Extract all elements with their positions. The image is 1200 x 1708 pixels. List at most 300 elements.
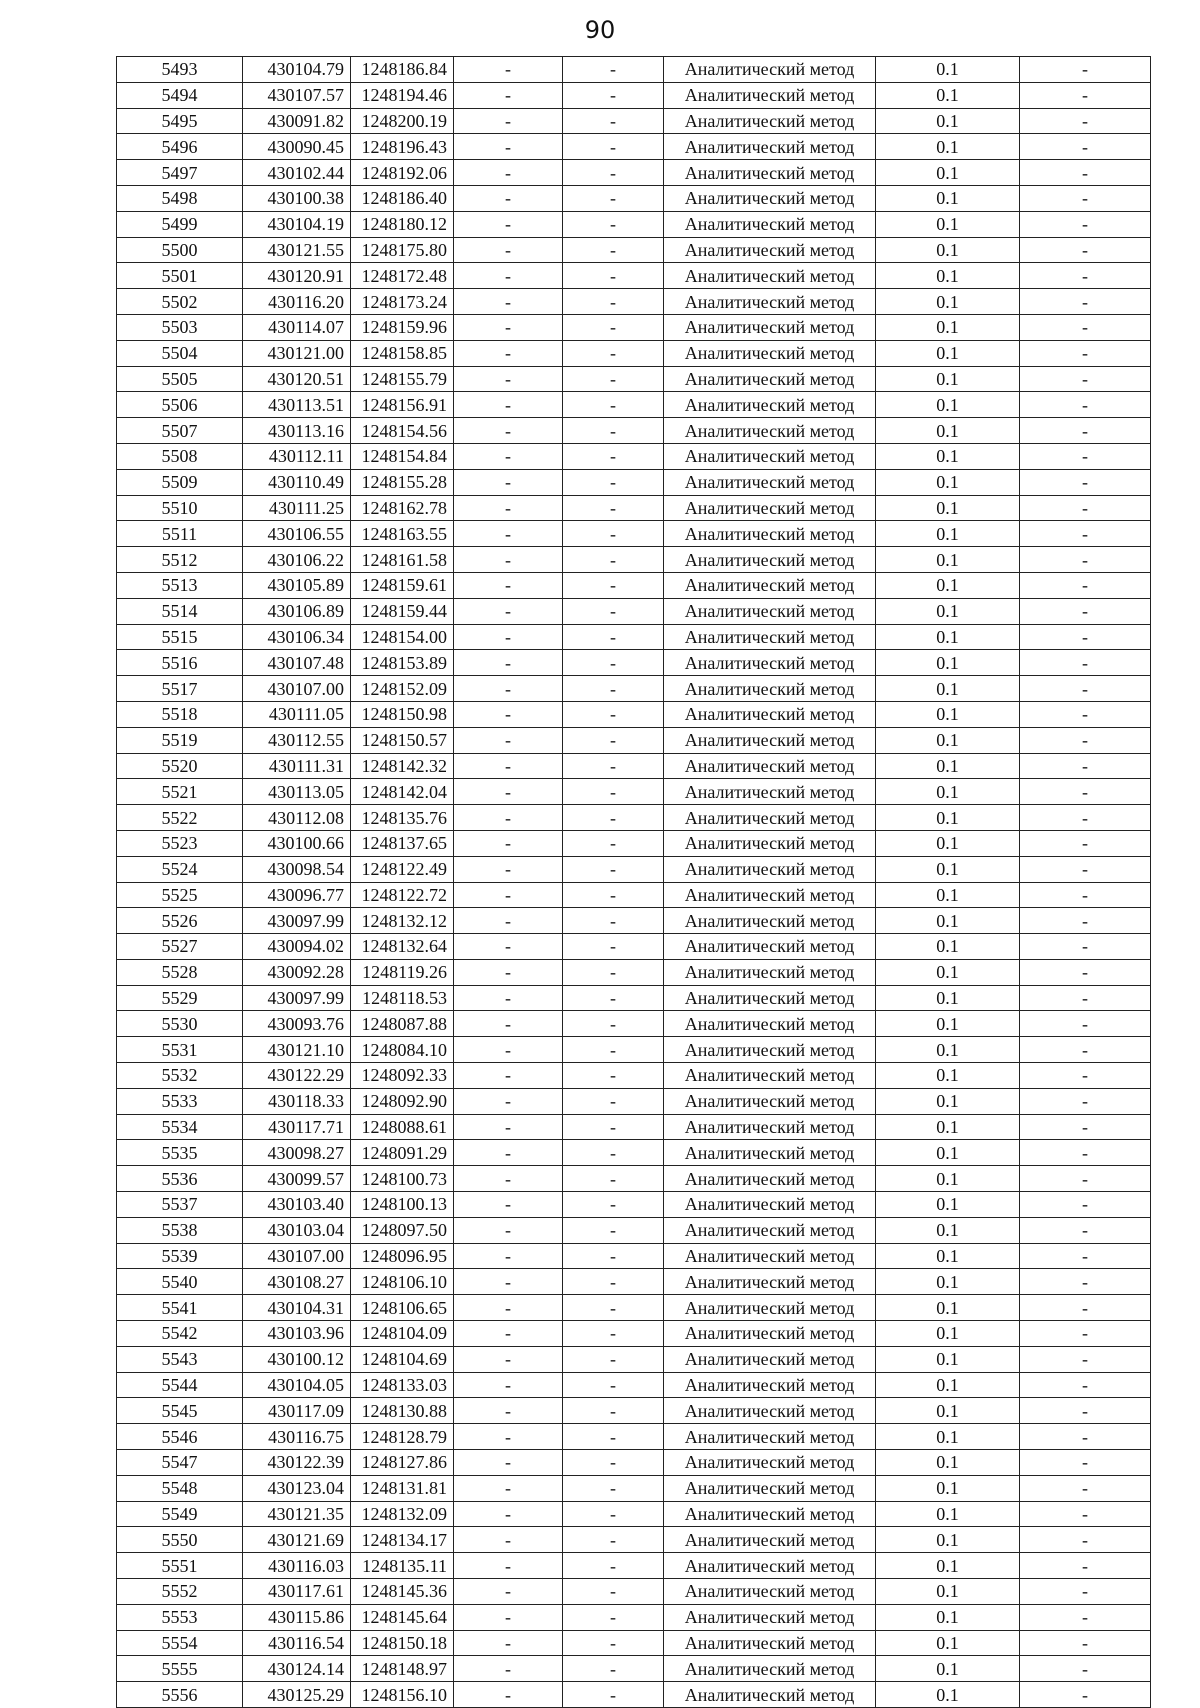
x-coordinate-cell: 430118.33 (243, 1088, 351, 1114)
x-coordinate-cell: 430111.05 (243, 701, 351, 727)
value-dash-cell-1: - (454, 263, 563, 289)
value-dash-cell-3: - (1020, 1553, 1151, 1579)
y-coordinate-cell: 1248175.80 (351, 237, 454, 263)
table-row (117, 1398, 1151, 1424)
table-row (117, 1579, 1151, 1605)
value-dash-cell-3: - (1020, 1321, 1151, 1347)
precision-cell: 0.1 (876, 572, 1020, 598)
value-dash-cell-2: - (563, 959, 664, 985)
value-dash-cell-2: - (563, 1424, 664, 1450)
value-dash-cell-3: - (1020, 263, 1151, 289)
x-coordinate-cell: 430125.29 (243, 1682, 351, 1708)
method-cell: Аналитический метод (664, 1321, 876, 1347)
method-cell: Аналитический метод (664, 185, 876, 211)
value-dash-cell-1: - (454, 882, 563, 908)
y-coordinate-cell: 1248150.18 (351, 1630, 454, 1656)
method-cell: Аналитический метод (664, 211, 876, 237)
value-dash-cell-2: - (563, 443, 664, 469)
y-coordinate-cell: 1248154.56 (351, 418, 454, 444)
value-dash-cell-3: - (1020, 1037, 1151, 1063)
precision-cell: 0.1 (876, 1243, 1020, 1269)
value-dash-cell-2: - (563, 1243, 664, 1269)
value-dash-cell-1: - (454, 572, 563, 598)
method-cell: Аналитический метод (664, 443, 876, 469)
y-coordinate-cell: 1248172.48 (351, 263, 454, 289)
point-number-cell: 5517 (117, 676, 243, 702)
value-dash-cell-1: - (454, 830, 563, 856)
value-dash-cell-3: - (1020, 211, 1151, 237)
value-dash-cell-1: - (454, 160, 563, 186)
point-number-cell: 5536 (117, 1166, 243, 1192)
y-coordinate-cell: 1248150.98 (351, 701, 454, 727)
x-coordinate-cell: 430117.09 (243, 1398, 351, 1424)
value-dash-cell-1: - (454, 392, 563, 418)
method-cell: Аналитический метод (664, 495, 876, 521)
point-number-cell: 5550 (117, 1527, 243, 1553)
method-cell: Аналитический метод (664, 1450, 876, 1476)
y-coordinate-cell: 1248133.03 (351, 1372, 454, 1398)
point-number-cell: 5545 (117, 1398, 243, 1424)
value-dash-cell-1: - (454, 521, 563, 547)
precision-cell: 0.1 (876, 805, 1020, 831)
y-coordinate-cell: 1248150.57 (351, 727, 454, 753)
x-coordinate-cell: 430107.00 (243, 676, 351, 702)
precision-cell: 0.1 (876, 1011, 1020, 1037)
precision-cell: 0.1 (876, 1166, 1020, 1192)
x-coordinate-cell: 430107.00 (243, 1243, 351, 1269)
value-dash-cell-2: - (563, 82, 664, 108)
table-row (117, 1424, 1151, 1450)
precision-cell: 0.1 (876, 547, 1020, 573)
x-coordinate-cell: 430105.89 (243, 572, 351, 598)
x-coordinate-cell: 430100.66 (243, 830, 351, 856)
value-dash-cell-2: - (563, 1011, 664, 1037)
value-dash-cell-2: - (563, 598, 664, 624)
value-dash-cell-3: - (1020, 418, 1151, 444)
x-coordinate-cell: 430106.22 (243, 547, 351, 573)
x-coordinate-cell: 430122.29 (243, 1063, 351, 1089)
value-dash-cell-1: - (454, 237, 563, 263)
value-dash-cell-2: - (563, 1630, 664, 1656)
y-coordinate-cell: 1248130.88 (351, 1398, 454, 1424)
x-coordinate-cell: 430106.89 (243, 598, 351, 624)
y-coordinate-cell: 1248156.10 (351, 1682, 454, 1708)
x-coordinate-cell: 430094.02 (243, 934, 351, 960)
value-dash-cell-2: - (563, 521, 664, 547)
x-coordinate-cell: 430121.35 (243, 1501, 351, 1527)
value-dash-cell-2: - (563, 1579, 664, 1605)
point-number-cell: 5514 (117, 598, 243, 624)
precision-cell: 0.1 (876, 1579, 1020, 1605)
value-dash-cell-2: - (563, 237, 664, 263)
table-row (117, 211, 1151, 237)
point-number-cell: 5508 (117, 443, 243, 469)
precision-cell: 0.1 (876, 1114, 1020, 1140)
x-coordinate-cell: 430110.49 (243, 469, 351, 495)
table-row (117, 314, 1151, 340)
y-coordinate-cell: 1248154.00 (351, 624, 454, 650)
value-dash-cell-2: - (563, 469, 664, 495)
x-coordinate-cell: 430104.31 (243, 1295, 351, 1321)
x-coordinate-cell: 430113.51 (243, 392, 351, 418)
value-dash-cell-1: - (454, 1630, 563, 1656)
y-coordinate-cell: 1248163.55 (351, 521, 454, 547)
value-dash-cell-3: - (1020, 1656, 1151, 1682)
table-row (117, 108, 1151, 134)
value-dash-cell-3: - (1020, 469, 1151, 495)
method-cell: Аналитический метод (664, 1243, 876, 1269)
value-dash-cell-2: - (563, 830, 664, 856)
x-coordinate-cell: 430113.16 (243, 418, 351, 444)
value-dash-cell-3: - (1020, 908, 1151, 934)
y-coordinate-cell: 1248132.12 (351, 908, 454, 934)
y-coordinate-cell: 1248156.91 (351, 392, 454, 418)
precision-cell: 0.1 (876, 366, 1020, 392)
value-dash-cell-3: - (1020, 1398, 1151, 1424)
value-dash-cell-3: - (1020, 624, 1151, 650)
method-cell: Аналитический метод (664, 934, 876, 960)
value-dash-cell-2: - (563, 366, 664, 392)
point-number-cell: 5526 (117, 908, 243, 934)
y-coordinate-cell: 1248153.89 (351, 650, 454, 676)
value-dash-cell-2: - (563, 1475, 664, 1501)
method-cell: Аналитический метод (664, 1269, 876, 1295)
y-coordinate-cell: 1248104.69 (351, 1346, 454, 1372)
value-dash-cell-1: - (454, 1011, 563, 1037)
value-dash-cell-1: - (454, 1682, 563, 1708)
precision-cell: 0.1 (876, 1063, 1020, 1089)
table-row (117, 805, 1151, 831)
value-dash-cell-2: - (563, 1114, 664, 1140)
method-cell: Аналитический метод (664, 753, 876, 779)
point-number-cell: 5543 (117, 1346, 243, 1372)
precision-cell: 0.1 (876, 1527, 1020, 1553)
y-coordinate-cell: 1248084.10 (351, 1037, 454, 1063)
table-row (117, 882, 1151, 908)
value-dash-cell-3: - (1020, 1450, 1151, 1476)
precision-cell: 0.1 (876, 418, 1020, 444)
y-coordinate-cell: 1248196.43 (351, 134, 454, 160)
precision-cell: 0.1 (876, 1424, 1020, 1450)
value-dash-cell-2: - (563, 289, 664, 315)
point-number-cell: 5501 (117, 263, 243, 289)
value-dash-cell-1: - (454, 1063, 563, 1089)
value-dash-cell-2: - (563, 624, 664, 650)
method-cell: Аналитический метод (664, 108, 876, 134)
value-dash-cell-2: - (563, 1527, 664, 1553)
y-coordinate-cell: 1248159.44 (351, 598, 454, 624)
y-coordinate-cell: 1248158.85 (351, 340, 454, 366)
value-dash-cell-2: - (563, 1217, 664, 1243)
value-dash-cell-2: - (563, 1398, 664, 1424)
precision-cell: 0.1 (876, 1321, 1020, 1347)
table-row (117, 908, 1151, 934)
precision-cell: 0.1 (876, 727, 1020, 753)
value-dash-cell-1: - (454, 1295, 563, 1321)
method-cell: Аналитический метод (664, 805, 876, 831)
point-number-cell: 5541 (117, 1295, 243, 1321)
table-row (117, 1501, 1151, 1527)
x-coordinate-cell: 430111.25 (243, 495, 351, 521)
method-cell: Аналитический метод (664, 1475, 876, 1501)
value-dash-cell-3: - (1020, 392, 1151, 418)
method-cell: Аналитический метод (664, 82, 876, 108)
value-dash-cell-2: - (563, 676, 664, 702)
method-cell: Аналитический метод (664, 959, 876, 985)
method-cell: Аналитический метод (664, 392, 876, 418)
x-coordinate-cell: 430120.91 (243, 263, 351, 289)
precision-cell: 0.1 (876, 1682, 1020, 1708)
value-dash-cell-3: - (1020, 1166, 1151, 1192)
y-coordinate-cell: 1248159.61 (351, 572, 454, 598)
method-cell: Аналитический метод (664, 1346, 876, 1372)
point-number-cell: 5504 (117, 340, 243, 366)
table-body (117, 57, 1151, 1708)
method-cell: Аналитический метод (664, 1037, 876, 1063)
table-row (117, 1295, 1151, 1321)
y-coordinate-cell: 1248096.95 (351, 1243, 454, 1269)
precision-cell: 0.1 (876, 1037, 1020, 1063)
x-coordinate-cell: 430096.77 (243, 882, 351, 908)
value-dash-cell-3: - (1020, 1346, 1151, 1372)
point-number-cell: 5534 (117, 1114, 243, 1140)
precision-cell: 0.1 (876, 934, 1020, 960)
precision-cell: 0.1 (876, 495, 1020, 521)
point-number-cell: 5540 (117, 1269, 243, 1295)
table-row (117, 1243, 1151, 1269)
x-coordinate-cell: 430114.07 (243, 314, 351, 340)
value-dash-cell-1: - (454, 1579, 563, 1605)
table-row (117, 624, 1151, 650)
value-dash-cell-2: - (563, 1088, 664, 1114)
precision-cell: 0.1 (876, 856, 1020, 882)
value-dash-cell-1: - (454, 1166, 563, 1192)
y-coordinate-cell: 1248135.76 (351, 805, 454, 831)
value-dash-cell-3: - (1020, 830, 1151, 856)
precision-cell: 0.1 (876, 598, 1020, 624)
value-dash-cell-1: - (454, 547, 563, 573)
x-coordinate-cell: 430108.27 (243, 1269, 351, 1295)
value-dash-cell-3: - (1020, 443, 1151, 469)
value-dash-cell-1: - (454, 1269, 563, 1295)
y-coordinate-cell: 1248097.50 (351, 1217, 454, 1243)
value-dash-cell-3: - (1020, 1295, 1151, 1321)
precision-cell: 0.1 (876, 82, 1020, 108)
value-dash-cell-2: - (563, 1501, 664, 1527)
value-dash-cell-2: - (563, 108, 664, 134)
y-coordinate-cell: 1248104.09 (351, 1321, 454, 1347)
precision-cell: 0.1 (876, 443, 1020, 469)
point-number-cell: 5519 (117, 727, 243, 753)
value-dash-cell-1: - (454, 418, 563, 444)
point-number-cell: 5554 (117, 1630, 243, 1656)
value-dash-cell-3: - (1020, 727, 1151, 753)
point-number-cell: 5505 (117, 366, 243, 392)
value-dash-cell-1: - (454, 985, 563, 1011)
value-dash-cell-3: - (1020, 1114, 1151, 1140)
point-number-cell: 5522 (117, 805, 243, 831)
method-cell: Аналитический метод (664, 1424, 876, 1450)
value-dash-cell-2: - (563, 1346, 664, 1372)
precision-cell: 0.1 (876, 314, 1020, 340)
point-number-cell: 5518 (117, 701, 243, 727)
point-number-cell: 5503 (117, 314, 243, 340)
value-dash-cell-3: - (1020, 572, 1151, 598)
y-coordinate-cell: 1248131.81 (351, 1475, 454, 1501)
table-row (117, 160, 1151, 186)
method-cell: Аналитический метод (664, 160, 876, 186)
y-coordinate-cell: 1248135.11 (351, 1553, 454, 1579)
value-dash-cell-2: - (563, 805, 664, 831)
table-row (117, 469, 1151, 495)
table-row (117, 1037, 1151, 1063)
table-row (117, 1553, 1151, 1579)
method-cell: Аналитический метод (664, 134, 876, 160)
x-coordinate-cell: 430106.34 (243, 624, 351, 650)
value-dash-cell-1: - (454, 1424, 563, 1450)
table-row (117, 985, 1151, 1011)
value-dash-cell-1: - (454, 1527, 563, 1553)
point-number-cell: 5521 (117, 779, 243, 805)
point-number-cell: 5496 (117, 134, 243, 160)
table-row (117, 340, 1151, 366)
value-dash-cell-2: - (563, 779, 664, 805)
point-number-cell: 5513 (117, 572, 243, 598)
value-dash-cell-3: - (1020, 1243, 1151, 1269)
method-cell: Аналитический метод (664, 1295, 876, 1321)
value-dash-cell-3: - (1020, 185, 1151, 211)
y-coordinate-cell: 1248186.40 (351, 185, 454, 211)
x-coordinate-cell: 430107.57 (243, 82, 351, 108)
point-number-cell: 5502 (117, 289, 243, 315)
y-coordinate-cell: 1248145.64 (351, 1604, 454, 1630)
value-dash-cell-1: - (454, 366, 563, 392)
table-row (117, 134, 1151, 160)
table-row (117, 521, 1151, 547)
table-row (117, 443, 1151, 469)
point-number-cell: 5523 (117, 830, 243, 856)
value-dash-cell-2: - (563, 57, 664, 83)
method-cell: Аналитический метод (664, 57, 876, 83)
precision-cell: 0.1 (876, 1475, 1020, 1501)
table-row (117, 366, 1151, 392)
point-number-cell: 5555 (117, 1656, 243, 1682)
value-dash-cell-3: - (1020, 366, 1151, 392)
x-coordinate-cell: 430117.71 (243, 1114, 351, 1140)
method-cell: Аналитический метод (664, 985, 876, 1011)
value-dash-cell-3: - (1020, 753, 1151, 779)
method-cell: Аналитический метод (664, 340, 876, 366)
value-dash-cell-3: - (1020, 547, 1151, 573)
value-dash-cell-1: - (454, 959, 563, 985)
value-dash-cell-2: - (563, 882, 664, 908)
value-dash-cell-3: - (1020, 134, 1151, 160)
y-coordinate-cell: 1248127.86 (351, 1450, 454, 1476)
value-dash-cell-3: - (1020, 1501, 1151, 1527)
point-number-cell: 5495 (117, 108, 243, 134)
point-number-cell: 5497 (117, 160, 243, 186)
x-coordinate-cell: 430093.76 (243, 1011, 351, 1037)
method-cell: Аналитический метод (664, 598, 876, 624)
x-coordinate-cell: 430097.99 (243, 985, 351, 1011)
y-coordinate-cell: 1248142.32 (351, 753, 454, 779)
y-coordinate-cell: 1248161.58 (351, 547, 454, 573)
table-row (117, 547, 1151, 573)
value-dash-cell-1: - (454, 1192, 563, 1218)
value-dash-cell-1: - (454, 908, 563, 934)
method-cell: Аналитический метод (664, 1501, 876, 1527)
value-dash-cell-3: - (1020, 1063, 1151, 1089)
precision-cell: 0.1 (876, 779, 1020, 805)
value-dash-cell-2: - (563, 1450, 664, 1476)
precision-cell: 0.1 (876, 211, 1020, 237)
point-number-cell: 5544 (117, 1372, 243, 1398)
table-row (117, 676, 1151, 702)
table-row (117, 1011, 1151, 1037)
precision-cell: 0.1 (876, 1398, 1020, 1424)
value-dash-cell-2: - (563, 701, 664, 727)
value-dash-cell-3: - (1020, 314, 1151, 340)
value-dash-cell-1: - (454, 495, 563, 521)
precision-cell: 0.1 (876, 1217, 1020, 1243)
value-dash-cell-1: - (454, 443, 563, 469)
method-cell: Аналитический метод (664, 1140, 876, 1166)
precision-cell: 0.1 (876, 1604, 1020, 1630)
x-coordinate-cell: 430103.96 (243, 1321, 351, 1347)
method-cell: Аналитический метод (664, 908, 876, 934)
table-row (117, 1475, 1151, 1501)
table-row (117, 1527, 1151, 1553)
value-dash-cell-1: - (454, 598, 563, 624)
value-dash-cell-1: - (454, 805, 563, 831)
table-row (117, 753, 1151, 779)
x-coordinate-cell: 430116.03 (243, 1553, 351, 1579)
value-dash-cell-1: - (454, 289, 563, 315)
value-dash-cell-2: - (563, 1372, 664, 1398)
method-cell: Аналитический метод (664, 1579, 876, 1605)
value-dash-cell-1: - (454, 934, 563, 960)
point-number-cell: 5535 (117, 1140, 243, 1166)
y-coordinate-cell: 1248159.96 (351, 314, 454, 340)
precision-cell: 0.1 (876, 701, 1020, 727)
table-row (117, 418, 1151, 444)
table-row (117, 779, 1151, 805)
value-dash-cell-2: - (563, 547, 664, 573)
value-dash-cell-2: - (563, 211, 664, 237)
y-coordinate-cell: 1248106.10 (351, 1269, 454, 1295)
table-row (117, 1140, 1151, 1166)
method-cell: Аналитический метод (664, 779, 876, 805)
y-coordinate-cell: 1248148.97 (351, 1656, 454, 1682)
value-dash-cell-1: - (454, 727, 563, 753)
point-number-cell: 5512 (117, 547, 243, 573)
precision-cell: 0.1 (876, 985, 1020, 1011)
precision-cell: 0.1 (876, 521, 1020, 547)
table-row (117, 263, 1151, 289)
method-cell: Аналитический метод (664, 1682, 876, 1708)
point-number-cell: 5556 (117, 1682, 243, 1708)
x-coordinate-cell: 430097.99 (243, 908, 351, 934)
method-cell: Аналитический метод (664, 521, 876, 547)
point-number-cell: 5524 (117, 856, 243, 882)
value-dash-cell-3: - (1020, 882, 1151, 908)
method-cell: Аналитический метод (664, 1398, 876, 1424)
x-coordinate-cell: 430100.12 (243, 1346, 351, 1372)
method-cell: Аналитический метод (664, 1088, 876, 1114)
y-coordinate-cell: 1248119.26 (351, 959, 454, 985)
table-row (117, 1192, 1151, 1218)
precision-cell: 0.1 (876, 1501, 1020, 1527)
